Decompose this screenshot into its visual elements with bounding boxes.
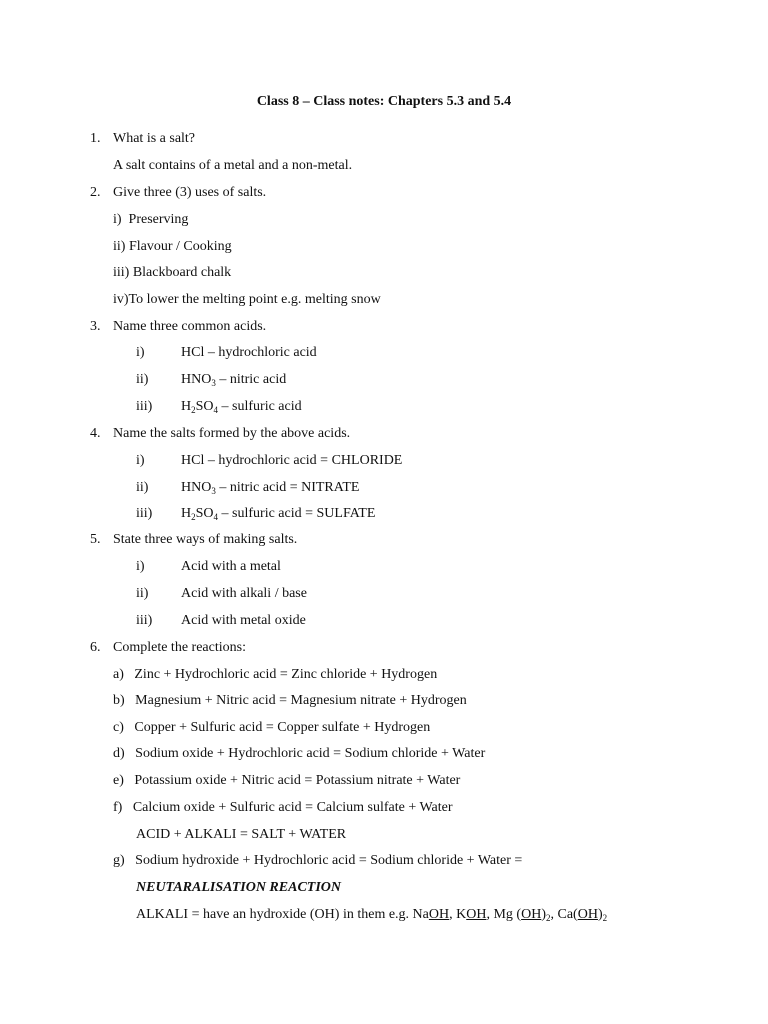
alkali-definition: ALKALI = have an hydroxide (OH) in them e.g. NaOH, KOH, Mg $(OH)_2$, $Ca(OH)_2$ xyxy=(136,907,608,923)
q4-item-numeral: ii) xyxy=(136,480,149,495)
q5-item-numeral: i) xyxy=(136,559,145,574)
q2-number: 2. xyxy=(90,185,101,200)
q4-item-numeral: iii) xyxy=(136,506,153,521)
q2-use-item: ii) Flavour / Cooking xyxy=(113,239,232,254)
q4-item-text: HCl – hydrochloric acid = CHLORIDE xyxy=(181,453,403,468)
q6-question: Complete the reactions: xyxy=(113,640,246,655)
q3-item-text: HCl – hydrochloric acid xyxy=(181,345,317,360)
q3-item-numeral: ii) xyxy=(136,372,149,387)
q5-question: State three ways of making salts. xyxy=(113,532,298,547)
q2-question: Give three (3) uses of salts. xyxy=(113,185,267,200)
q4-question: Name the salts formed by the above acids. xyxy=(113,426,351,441)
reaction-item: f) Calcium oxide + Sulfuric acid = Calcium sulfate + Water xyxy=(113,800,453,815)
q4-item-text: $HNO_3$ – nitric acid = NITRATE xyxy=(181,480,360,496)
q2-use-item: iii) Blackboard chalk xyxy=(113,265,232,280)
q3-question: Name three common acids. xyxy=(113,319,267,334)
q2-use-item: i) Preserving xyxy=(113,212,189,227)
reaction-item: a) Zinc + Hydrochloric acid = Zinc chloride + Hydrogen xyxy=(113,667,438,682)
q5-item-text: Acid with a metal xyxy=(181,559,281,574)
neutralisation-label: NEUTARALISATION REACTION xyxy=(136,880,341,895)
reaction-item: b) Magnesium + Nitric acid = Magnesium nitrate + Hydrogen xyxy=(113,693,467,708)
q3-item-numeral: i) xyxy=(136,345,145,360)
q3-number: 3. xyxy=(90,319,101,334)
reaction-item: g) Sodium hydroxide + Hydrochloric acid = Sodium chloride + Water = xyxy=(113,853,523,868)
q5-number: 5. xyxy=(90,532,101,547)
q5-item-text: Acid with alkali / base xyxy=(181,586,307,601)
q4-item-numeral: i) xyxy=(136,453,145,468)
q4-number: 4. xyxy=(90,426,101,441)
q1-question: What is a salt? xyxy=(113,131,196,146)
page-title: Class 8 – Class notes: Chapters 5.3 and 5.4 xyxy=(256,94,512,109)
reaction-item: d) Sodium oxide + Hydrochloric acid = Sodium chloride + Water xyxy=(113,746,486,761)
q5-item-numeral: ii) xyxy=(136,586,149,601)
q6-number: 6. xyxy=(90,640,101,655)
q1-number: 1. xyxy=(90,131,101,146)
q3-item-numeral: iii) xyxy=(136,399,153,414)
q3-item-text: $HNO_3$ – nitric acid xyxy=(181,372,287,388)
reaction-item: e) Potassium oxide + Nitric acid = Potassium nitrate + Water xyxy=(113,773,461,788)
acid-alkali-rule: ACID + ALKALI = SALT + WATER xyxy=(136,827,347,842)
q4-item-text: $H_2SO_4$ – sulfuric acid = SULFATE xyxy=(181,506,376,522)
q5-item-numeral: iii) xyxy=(136,613,153,628)
q2-use-item: iv)To lower the melting point e.g. melting snow xyxy=(113,292,381,307)
q5-item-text: Acid with metal oxide xyxy=(181,613,306,628)
q1-answer: A salt contains of a metal and a non-metal. xyxy=(113,158,353,173)
reaction-item: c) Copper + Sulfuric acid = Copper sulfate + Hydrogen xyxy=(113,720,431,735)
q3-item-text: $H_2SO_4$ – sulfuric acid xyxy=(181,399,302,415)
